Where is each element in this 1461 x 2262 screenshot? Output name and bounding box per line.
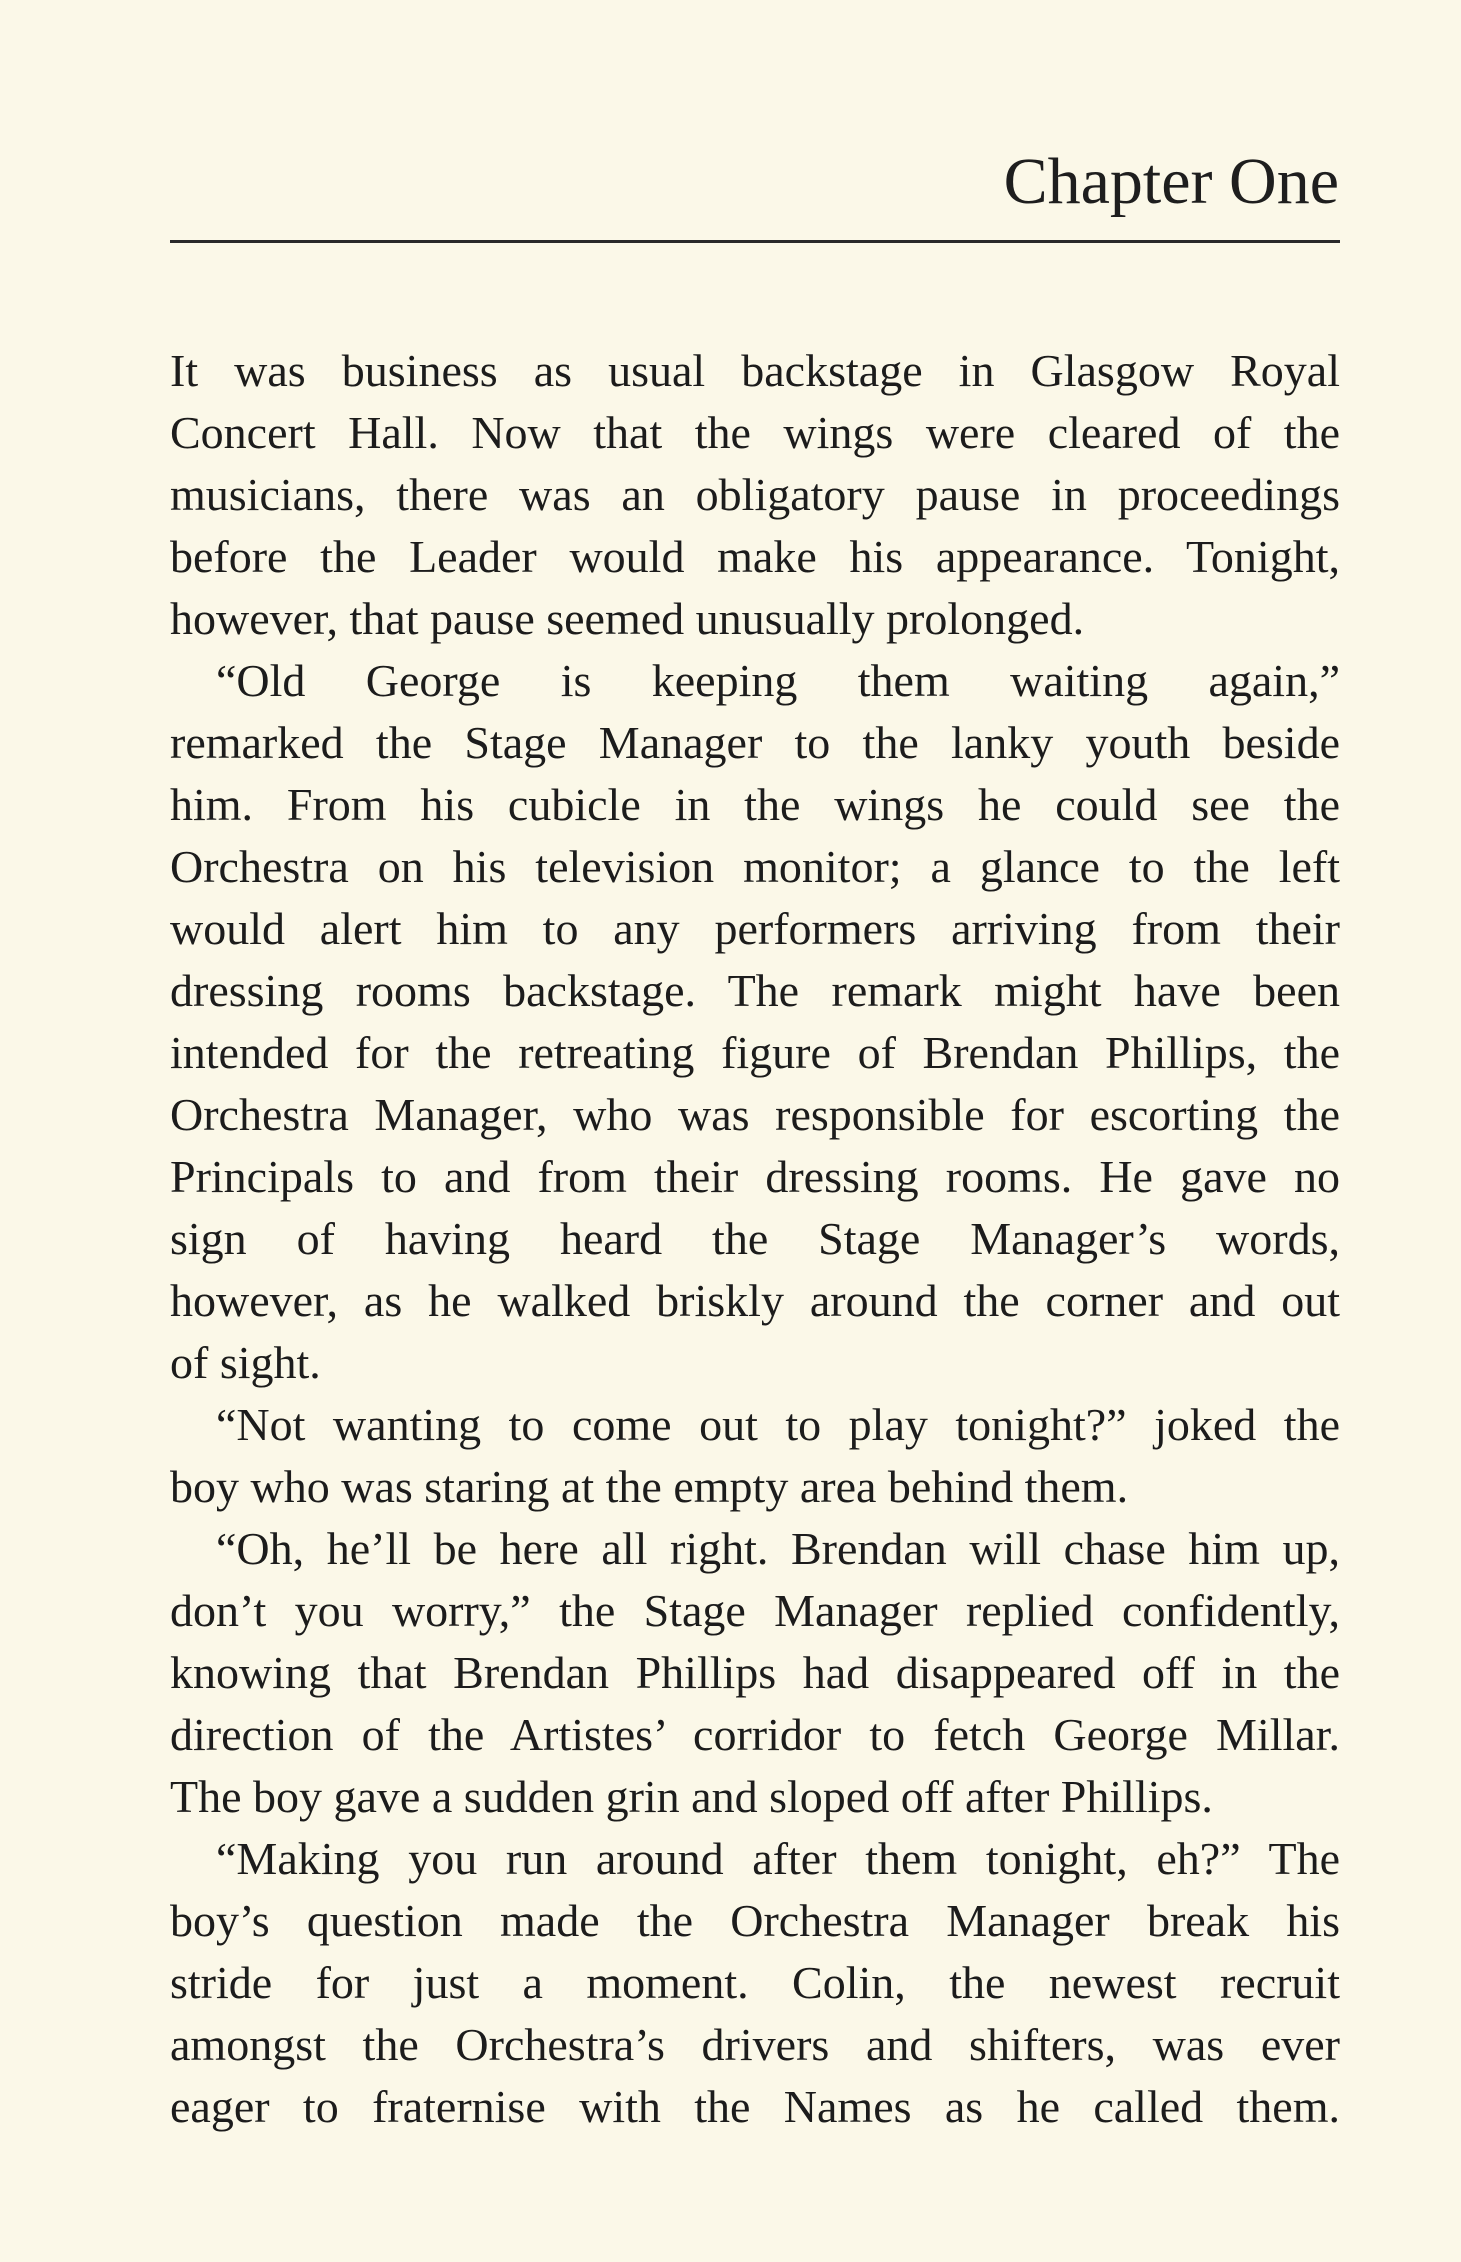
text-line: dressing rooms backstage. The remark might have been: [170, 965, 1340, 1016]
text-line: Orchestra on his television monitor; a glance to the left: [170, 841, 1340, 892]
text-line: before the Leader would make his appearance. Tonight,: [170, 531, 1340, 582]
text-line: “Not wanting to come out to play tonight?” joked the: [216, 1399, 1340, 1450]
text-line: Concert Hall. Now that the wings were cleared of the: [170, 407, 1340, 458]
title-rule: [170, 240, 1340, 243]
text-line: direction of the Artistes’ corridor to fetch George Millar.: [170, 1709, 1340, 1760]
text-line: intended for the retreating figure of Brendan Phillips, the: [170, 1027, 1340, 1078]
text-line: would alert him to any performers arriving from their: [170, 903, 1340, 954]
text-line: Orchestra Manager, who was responsible for escorting the: [170, 1089, 1340, 1140]
text-line: boy’s question made the Orchestra Manager break his: [170, 1895, 1340, 1946]
text-line: “Old George is keeping them waiting again,”: [216, 655, 1340, 706]
text-line: The boy gave a sudden grin and sloped off after Phillips.: [170, 1771, 1213, 1822]
text-line: of sight.: [170, 1337, 321, 1388]
body-text: [170, 340, 1340, 2138]
text-line: him. From his cubicle in the wings he could see the: [170, 779, 1340, 830]
text-line: boy who was staring at the empty area behind them.: [170, 1461, 1129, 1512]
text-line: amongst the Orchestra’s drivers and shifters, was ever: [170, 2019, 1340, 2070]
text-line: don’t you worry,” the Stage Manager replied confidently,: [170, 1585, 1340, 1636]
chapter-title: Chapter One: [1003, 145, 1339, 218]
text-line: however, as he walked briskly around the corner and out: [170, 1275, 1340, 1326]
text-line: however, that pause seemed unusually prolonged.: [170, 593, 1085, 644]
text-line: eager to fraternise with the Names as he called them.: [170, 2081, 1340, 2132]
text-line: “Making you run around after them tonight, eh?” The: [216, 1833, 1340, 1884]
text-line: knowing that Brendan Phillips had disappeared off in the: [170, 1647, 1340, 1698]
text-line: “Oh, he’ll be here all right. Brendan will chase him up,: [216, 1523, 1340, 1574]
text-line: stride for just a moment. Colin, the newest recruit: [170, 1957, 1340, 2008]
text-line: It was business as usual backstage in Glasgow Royal: [170, 345, 1340, 396]
text-line: remarked the Stage Manager to the lanky youth beside: [170, 717, 1340, 768]
text-line: Principals to and from their dressing rooms. He gave no: [170, 1151, 1340, 1202]
text-line: musicians, there was an obligatory pause in proceedings: [170, 469, 1340, 520]
text-line: sign of having heard the Stage Manager’s words,: [170, 1213, 1340, 1264]
